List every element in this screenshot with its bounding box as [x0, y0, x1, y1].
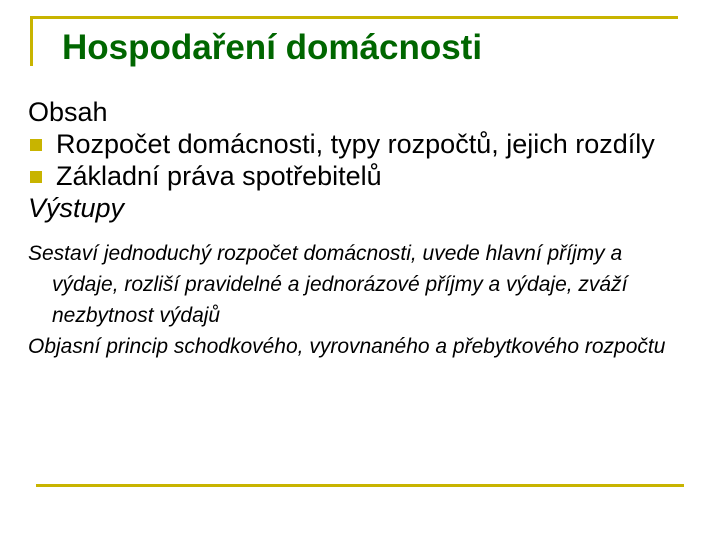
slide-content: [28, 96, 693, 362]
bottom-rule-line: [36, 484, 684, 487]
outcomes-list: [28, 238, 693, 362]
outcome-paragraph: Sestaví jednoduchý rozpočet domácnosti, uvede hlavní příjmy a výdaje, rozliší pravidelné a jednorázové příjmy a výdaje, zváží nezbytnost výdajů: [28, 242, 628, 327]
section-heading-outcomes: Výstupy: [28, 193, 125, 223]
square-bullet-icon: [30, 171, 42, 183]
bullet-text: Základní práva spotřebitelů: [56, 161, 382, 191]
outcome-paragraph: Objasní princip schodkového, vyrovnaného a přebytkového rozpočtu: [28, 335, 666, 358]
bullet-item: [28, 160, 693, 192]
square-bullet-icon: [30, 139, 42, 151]
bullet-text: Rozpočet domácnosti, typy rozpočtů, jejich rozdíly: [56, 129, 655, 159]
left-accent-line: [30, 16, 33, 66]
top-rule-line: [30, 16, 678, 19]
bullet-item: [28, 128, 693, 160]
section-heading-contents: Obsah: [28, 97, 108, 127]
slide-title: Hospodaření domácnosti: [62, 28, 483, 67]
